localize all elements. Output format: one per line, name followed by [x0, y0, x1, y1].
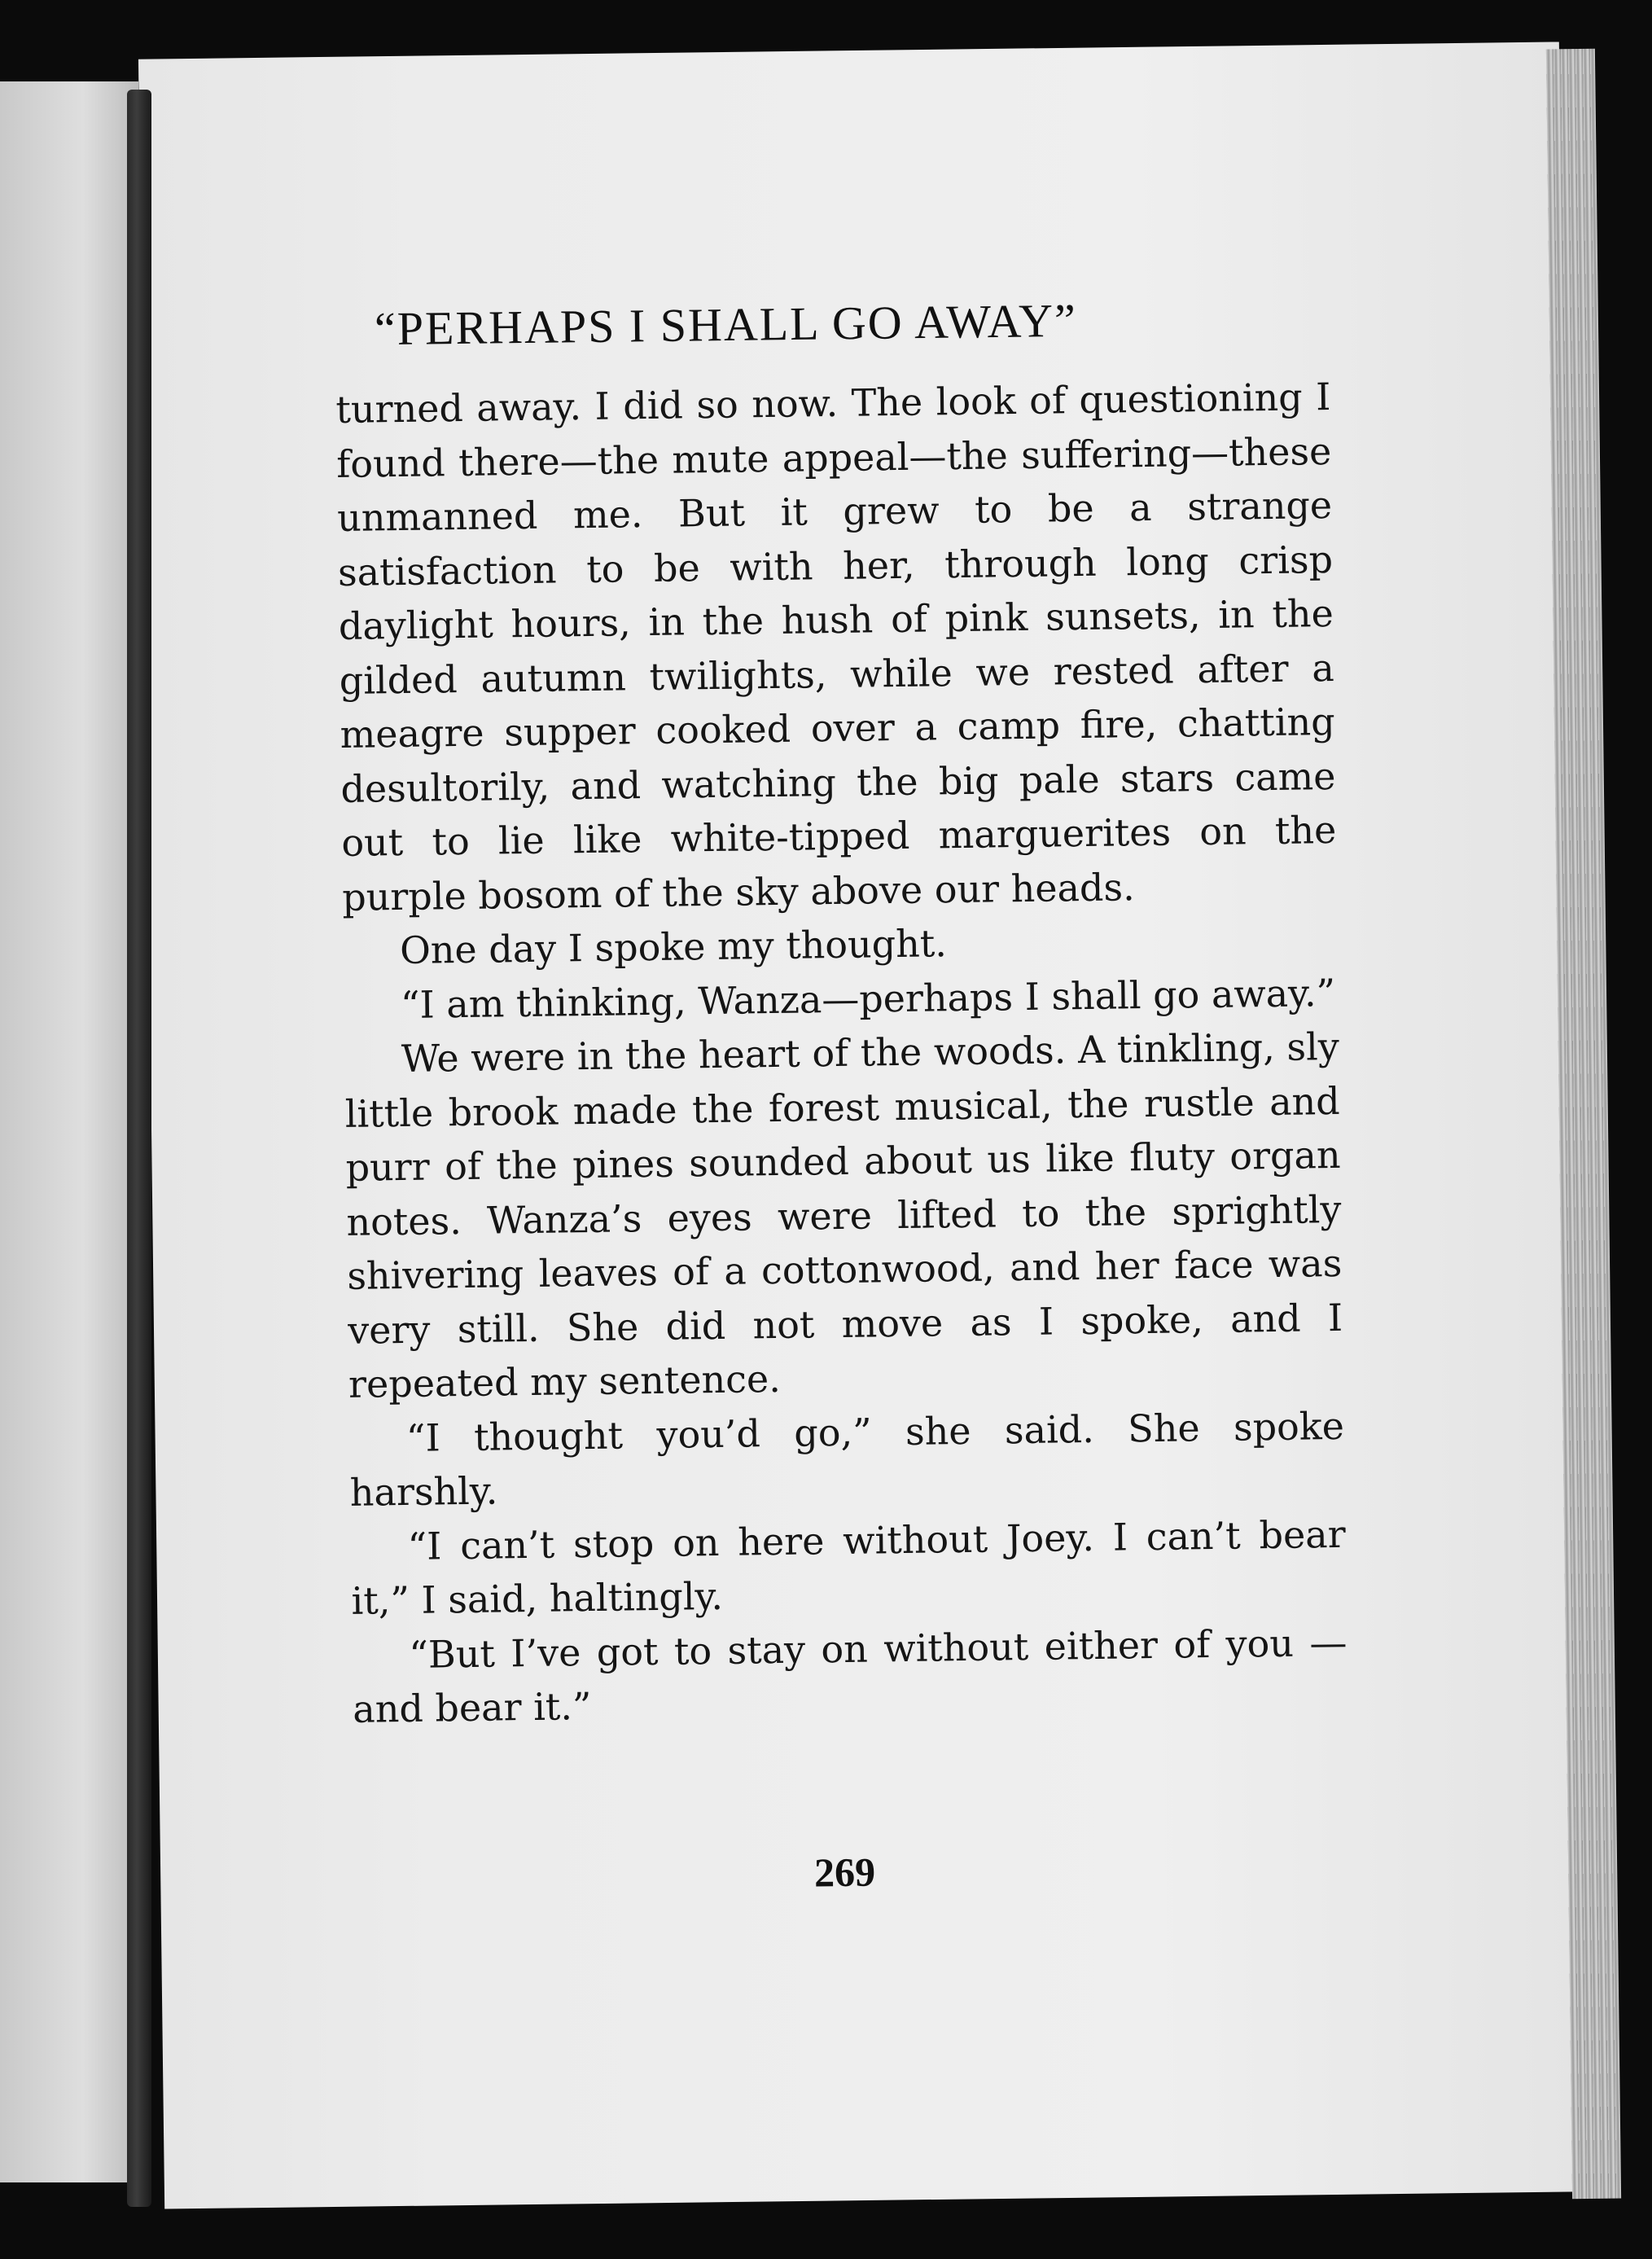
body-text	[335, 370, 1348, 1736]
facing-page-edge	[0, 81, 138, 2182]
paragraph-5: “I thought you’d go,” she said. She spoke harshly.	[349, 1403, 1345, 1515]
paragraph-6: “I can’t stop on here without Joey. I can’t bear it,” I said, haltingly.	[351, 1511, 1346, 1623]
paragraph-7: “But I’ve got to stay on without either of you —and bear it.”	[352, 1620, 1347, 1731]
paragraph-1: turned away. I did so now. The look of questioning I found there—the mute appeal—the suffering—these unmanned me. But it grew to be a strange satisfaction to be with her, through long crisp daylight hours, in the hush of pink sunsets, in the gilded autumn twilights, while we rested after a meagre supper cooked over a camp fire, chatting desultorily, and watching the big pale stars came out to lie like white-tipped marguerites on the purple bosom of the sky above our heads.	[335, 375, 1337, 919]
page-number: 269	[813, 1849, 876, 1896]
paragraph-3: “I am thinking, Wanza—perhaps I shall go away.”	[400, 970, 1336, 1027]
paragraph-2: One day I spoke my thought.	[399, 921, 948, 973]
paragraph-4: We were in the heart of the woods. A tinkling, sly little brook made the forest musical, the rustle and purr of the pines sounded about us like fluty organ notes. Wanza’s eyes were lifted to the sprightly shivering leaves of a cottonwood, and her face was very still. She did not move as I spoke, and I repeated my sentence.	[344, 1024, 1343, 1406]
book-gutter	[127, 90, 151, 2207]
running-head: “PERHAPS I SHALL GO AWAY”	[374, 293, 1078, 356]
